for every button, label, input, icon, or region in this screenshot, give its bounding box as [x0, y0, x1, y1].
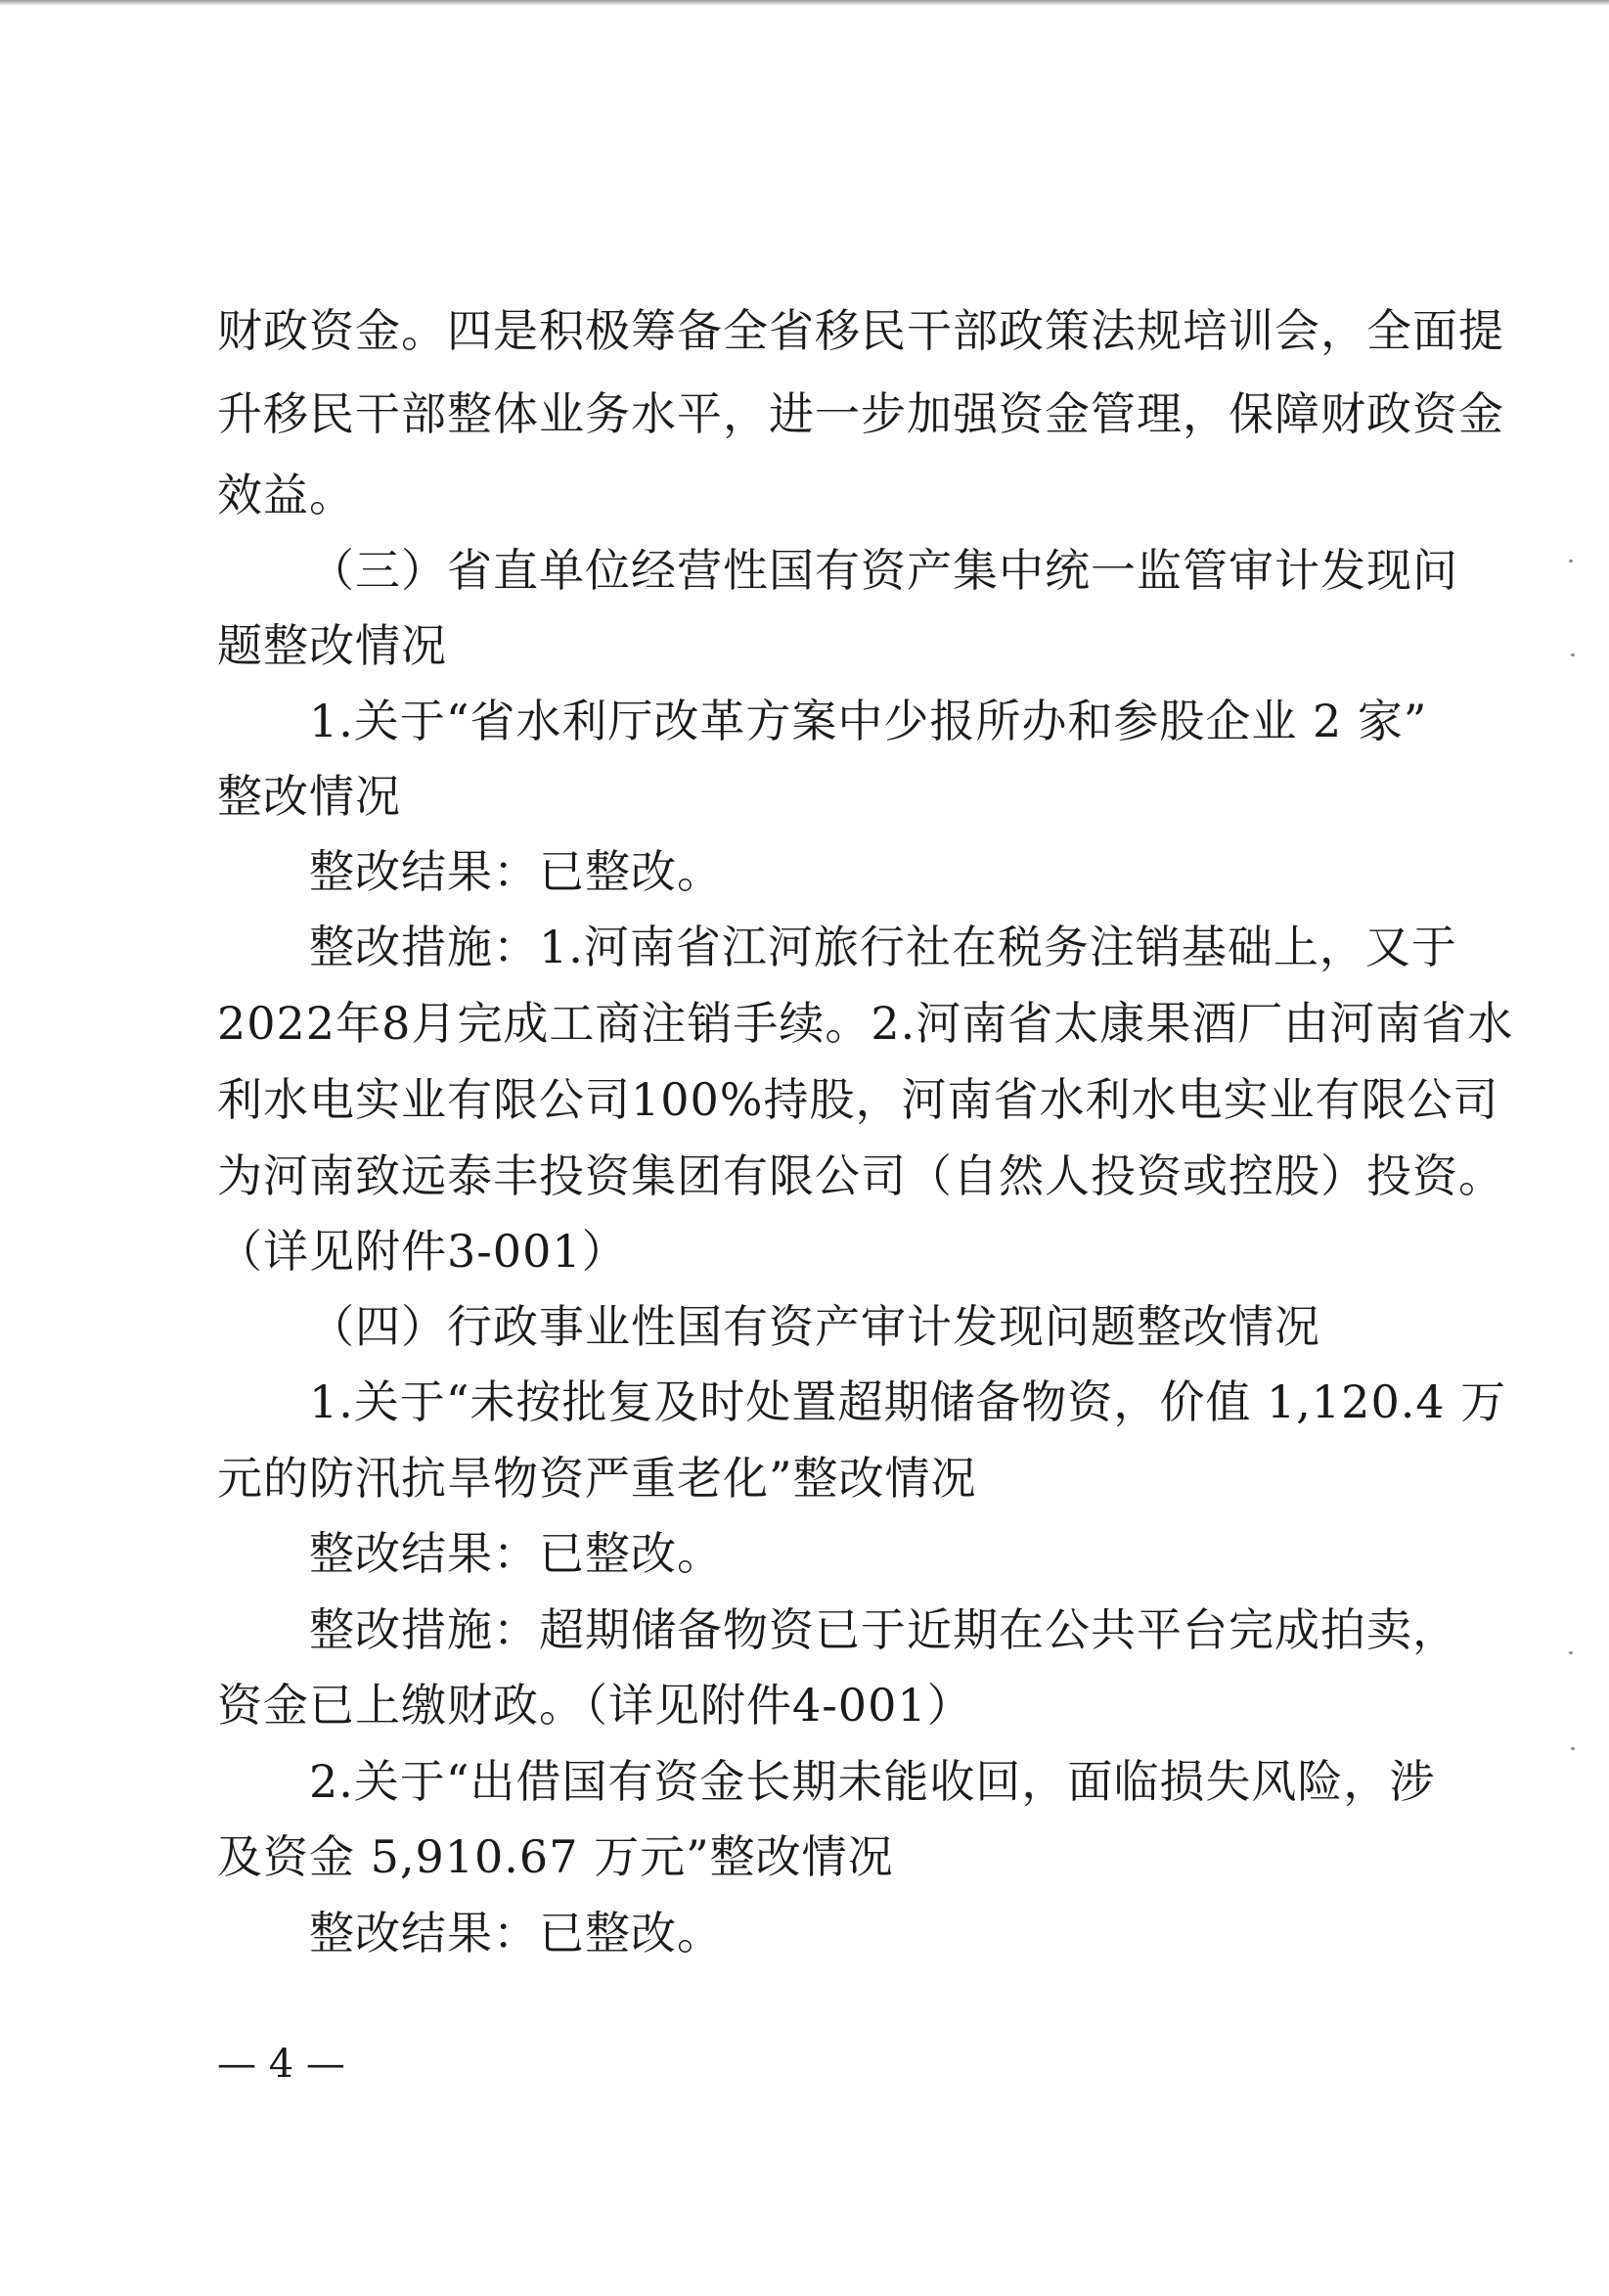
paragraph-line: 财政资金。四是积极筹备全省移民干部政策法规培训会，全面提 [217, 304, 1504, 357]
page-top-edge [0, 0, 1609, 6]
scan-speck [1569, 560, 1573, 563]
item-heading: 1.关于“省水利厅改革方案中少报所办和参股企业 2 家” [309, 695, 1428, 747]
rectification-measure: 为河南致远泰丰投资集团有限公司（自然人投资或控股）投资。 [217, 1149, 1504, 1202]
rectification-measure: 整改措施：超期储备物资已于近期在公共平台完成拍卖， [309, 1603, 1458, 1656]
rectification-measure: 资金已上缴财政。（详见附件4-001） [217, 1679, 973, 1732]
item-heading: 2.关于“出借国有资金长期未能收回，面临损失风险，涉 [309, 1755, 1436, 1808]
paragraph-line: 效益。 [217, 469, 355, 521]
rectification-measure: 2022年8月完成工商注销手续。2.河南省太康果酒厂由河南省水 [217, 997, 1514, 1050]
item-heading: 1.关于“未按批复及时处置超期储备物资，价值 1,120.4 万 [309, 1375, 1507, 1428]
rectification-result: 整改结果：已整改。 [309, 1907, 723, 1959]
paragraph-line: 升移民干部整体业务水平，进一步加强资金管理，保障财政资金 [217, 387, 1504, 440]
scan-speck [1571, 1747, 1575, 1750]
item-heading: 元的防汛抗旱物资严重老化”整改情况 [217, 1452, 977, 1505]
item-heading: 及资金 5,910.67 万元”整改情况 [217, 1830, 894, 1883]
page-number: — 4 — [217, 2042, 345, 2087]
scan-speck [1571, 653, 1575, 656]
section-heading: （四）行政事业性国有资产审计发现问题整改情况 [309, 1300, 1320, 1353]
rectification-measure: 整改措施：1.河南省江河旅行社在税务注销基础上，又于 [309, 921, 1457, 973]
rectification-result: 整改结果：已整改。 [309, 1527, 723, 1580]
section-heading: 题整改情况 [217, 619, 447, 672]
rectification-result: 整改结果：已整改。 [309, 845, 723, 898]
item-heading: 整改情况 [217, 770, 401, 823]
rectification-measure: 利水电实业有限公司100%持股，河南省水利水电实业有限公司 [217, 1073, 1499, 1126]
scan-speck [1569, 1651, 1573, 1654]
section-heading: （三）省直单位经营性国有资产集中统一监管审计发现问 [309, 544, 1458, 597]
attachment-reference: （详见附件3-001） [217, 1225, 628, 1278]
